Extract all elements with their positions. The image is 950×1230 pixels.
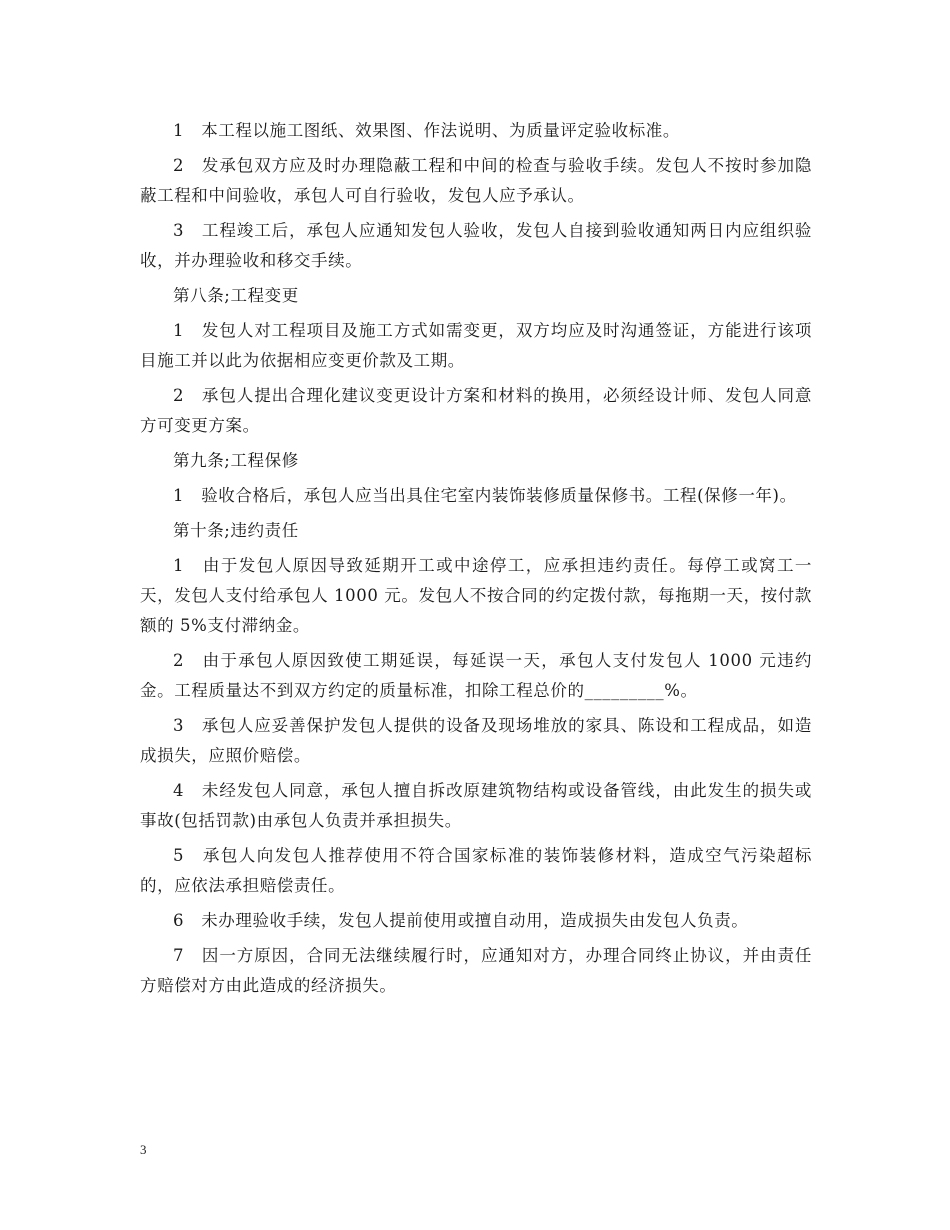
article-heading: 第九条;工程保修 [173,451,299,470]
clause-paragraph: 3 工程竣工后，承包人应通知发包人验收，发包人自接到验收通知两日内应组织验收，并办理验收和移交手续。 [140,221,812,270]
clause-paragraph: 3 承包人应妥善保护发包人提供的设备及现场堆放的家具、陈设和工程成品，如造成损失，应照价赔偿。 [140,716,812,765]
clause-paragraph: 1 本工程以施工图纸、效果图、作法说明、为质量评定验收标准。 [173,121,680,140]
clause-paragraph: 6 未办理验收手续，发包人提前使用或擅自动用，造成损失由发包人负责。 [173,911,749,930]
document-body [140,116,812,1006]
clause-paragraph: 2 承包人提出合理化建议变更设计方案和材料的换用，必须经设计师、发包人同意方可变更方案。 [140,386,812,435]
clause-paragraph: 4 未经发包人同意，承包人擅自拆改原建筑物结构或设备管线，由此发生的损失或事故(包括罚款)由承包人负责并承担损失。 [140,781,812,830]
clause-paragraph: 1 发包人对工程项目及施工方式如需变更，双方均应及时沟通签证，方能进行该项目施工并以此为依据相应变更价款及工期。 [140,321,812,370]
clause-paragraph: 5 承包人向发包人推荐使用不符合国家标准的装饰装修材料，造成空气污染超标的，应依法承担赔偿责任。 [140,846,812,895]
clause-paragraph: 2 发承包双方应及时办理隐蔽工程和中间的检查与验收手续。发包人不按时参加隐蔽工程和中间验收，承包人可自行验收，发包人应予承认。 [140,156,812,205]
clause-paragraph: 1 由于发包人原因导致延期开工或中途停工，应承担违约责任。每停工或窝工一天，发包人支付给承包人 1000 元。发包人不按合同的约定拨付款，每拖期一天，按付款额的 5%支付滞纳金。 [140,556,812,635]
page-number: 3 [140,1142,147,1157]
clause-paragraph: 1 验收合格后，承包人应当出具住宅室内装饰装修质量保修书。工程(保修一年)。 [173,486,797,505]
article-heading: 第八条;工程变更 [173,286,299,305]
clause-paragraph: 7 因一方原因，合同无法继续履行时，应通知对方，办理合同终止协议，并由责任方赔偿对方由此造成的经济损失。 [140,946,812,995]
article-heading: 第十条;违约责任 [173,521,299,540]
clause-paragraph: 2 由于承包人原因致使工期延误，每延误一天，承包人支付发包人 1000 元违约金。工程质量达不到双方约定的质量标准，扣除工程总价的_________%。 [140,651,812,700]
